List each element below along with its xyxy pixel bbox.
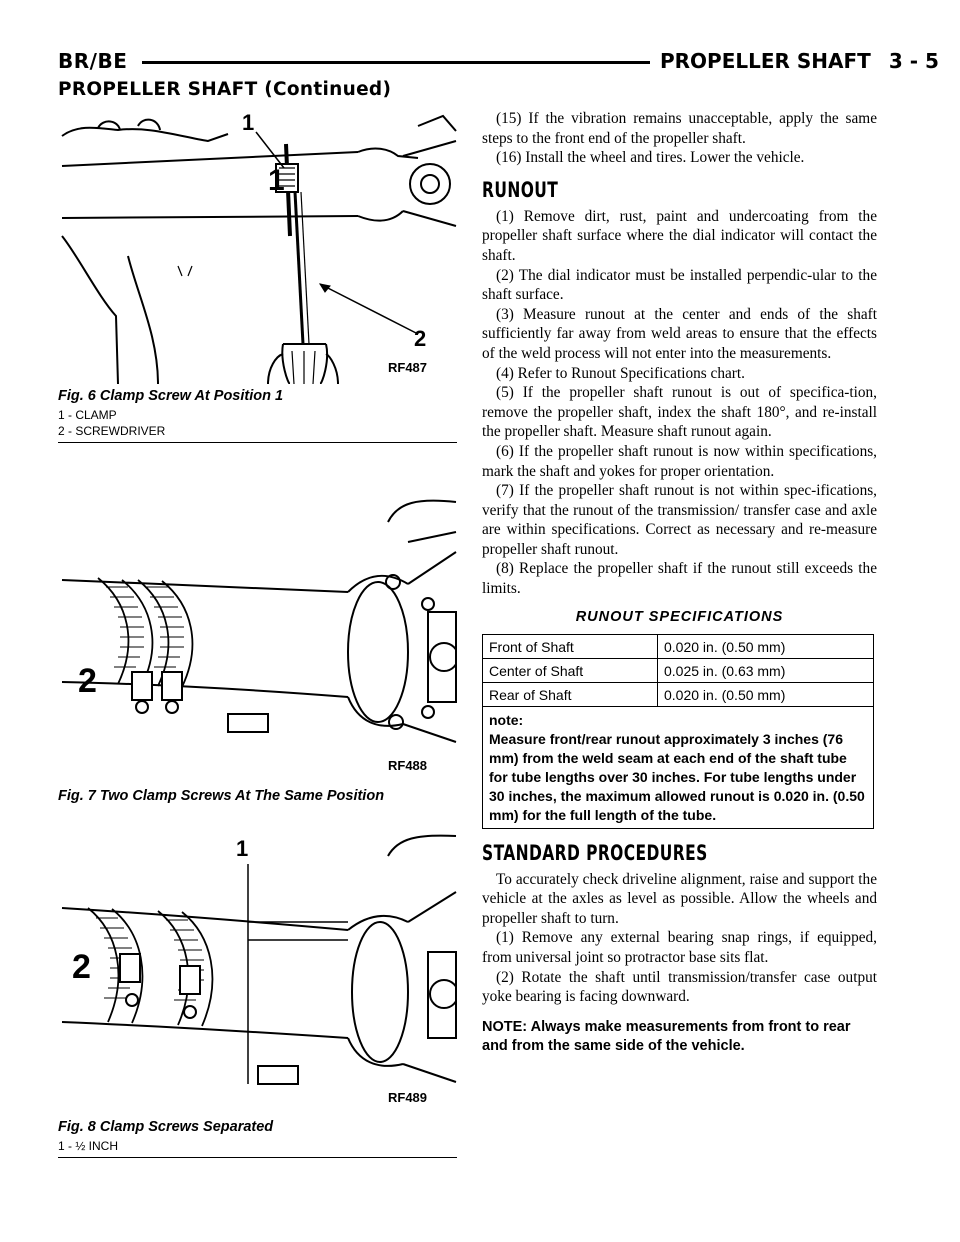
page-number: 3 - 5 — [888, 49, 939, 73]
spec-location: Front of Shaft — [483, 634, 658, 658]
figure-6-legend-item-2: 2 - SCREWDRIVER — [58, 424, 166, 438]
header-section-code: BR/BE — [58, 49, 128, 73]
measurement-note: NOTE: Always make measurements from front to rear and from the same side of the vehicle. — [482, 1018, 851, 1054]
figure-6-rule — [58, 442, 457, 443]
figure-8-legend — [58, 1138, 457, 1154]
figure-7-illustration — [58, 492, 457, 784]
table-note-row — [483, 706, 874, 828]
figure-6-legend-item-1: 1 - CLAMP — [58, 408, 117, 422]
spec-table-title: RUNOUT SPECIFICATIONS — [575, 608, 784, 625]
figure-6-legend — [58, 407, 457, 439]
runout-spec-table — [482, 634, 874, 829]
spec-value: 0.020 in. (0.50 mm) — [658, 682, 874, 706]
standard-step-2: (2) Rotate the shaft until transmission/transfer case output yoke bearing is facing downward. — [482, 968, 877, 1006]
runout-step-3: (3) Measure runout at the center and ends of the shaft sufficiently far away from weld areas to ensure that the effects of the weld process will not enter into the measurements. — [482, 305, 877, 362]
figure-7 — [58, 492, 457, 804]
figure-6-clamp-mark: 1 — [268, 164, 285, 197]
runout-step-6: (6) If the propeller shaft runout is now within specifications, mark the shaft and yokes for proper orientation. — [482, 442, 877, 480]
spec-note-text: Measure front/rear runout approximately 3 inches (76 mm) from the weld seam at each end of the shaft tube for tube lengths over 30 inches. For tube lengths under 30 inches, the maximum allowed runout is 0.020 in. (0.50 mm) for the full length of the tube. — [489, 730, 865, 823]
runout-step-2: (2) The dial indicator must be installed perpendic-ular to the shaft surface. — [482, 266, 877, 304]
figure-8-code: RF489 — [388, 1090, 428, 1105]
runout-heading: RUNOUT — [482, 177, 559, 202]
section-title: PROPELLER SHAFT (Continued) — [58, 79, 392, 100]
header-rule — [142, 61, 650, 64]
figure-6-illustration — [58, 106, 457, 384]
runout-step-8: (8) Replace the propeller shaft if the runout still exceeds the limits. — [482, 560, 877, 598]
figure-8-caption: Fig. 8 Clamp Screws Separated — [58, 1119, 274, 1135]
spec-note-label: note: — [489, 711, 524, 728]
spec-value: 0.025 in. (0.63 mm) — [658, 658, 874, 682]
figure-8-callout-1: 1 — [236, 836, 249, 861]
figure-8 — [58, 826, 457, 1158]
figure-8-rule — [58, 1157, 457, 1158]
figure-7-callout-2: 2 — [78, 662, 97, 700]
runout-step-1: (1) Remove dirt, rust, paint and undercoating from the propeller shaft surface where the dial indicator will contact the shaft. — [482, 207, 877, 264]
paragraph-step-15: (15) If the vibration remains unacceptable, apply the same steps to the front end of the propeller shaft. — [482, 110, 877, 147]
table-row — [483, 682, 874, 706]
runout-step-7: (7) If the propeller shaft runout is not within spec-ifications, verify that the runout of the transmission/ transfer case and axle are within specifications. Correct as necessary and re-measure propeller shaft runout. — [482, 482, 877, 558]
header-title: PROPELLER SHAFT — [660, 49, 871, 73]
standard-intro: To accurately check driveline alignment, raise and support the vehicle at the axles as level as possible. Allow the wheels and propeller shaft to turn. — [482, 870, 877, 927]
spec-note — [483, 706, 874, 828]
paragraph-step-16: (16) Install the wheel and tires. Lower the vehicle. — [496, 149, 805, 167]
spec-value: 0.020 in. (0.50 mm) — [658, 634, 874, 658]
right-column — [482, 109, 877, 1056]
figure-6 — [58, 106, 457, 443]
figure-6-callout-1: 1 — [242, 110, 255, 135]
figure-8-legend-item-1: 1 - ½ INCH — [58, 1139, 119, 1153]
figure-6-callout-2: 2 — [414, 326, 427, 351]
table-row — [483, 658, 874, 682]
header-right — [660, 49, 939, 73]
figure-6-code: RF487 — [388, 360, 428, 375]
standard-procedures-heading: STANDARD PROCEDURES — [482, 840, 708, 865]
spec-location: Center of Shaft — [483, 658, 658, 682]
spec-location: Rear of Shaft — [483, 682, 658, 706]
figure-8-illustration — [58, 826, 457, 1115]
figure-6-caption: Fig. 6 Clamp Screw At Position 1 — [58, 388, 284, 404]
table-row — [483, 634, 874, 658]
figure-7-code: RF488 — [388, 758, 428, 773]
figure-7-caption: Fig. 7 Two Clamp Screws At The Same Position — [58, 788, 385, 804]
figure-8-callout-2: 2 — [72, 948, 91, 986]
runout-step-5: (5) If the propeller shaft runout is out of specifica-tion, remove the propeller shaft, index the shaft 180°, and re-install the propeller shaft. Measure shaft runout again. — [482, 384, 877, 441]
runout-step-4: (4) Refer to Runout Specifications chart. — [496, 364, 745, 382]
standard-step-1: (1) Remove any external bearing snap rings, if equipped, from universal joint so protractor base sits flat. — [482, 929, 877, 967]
